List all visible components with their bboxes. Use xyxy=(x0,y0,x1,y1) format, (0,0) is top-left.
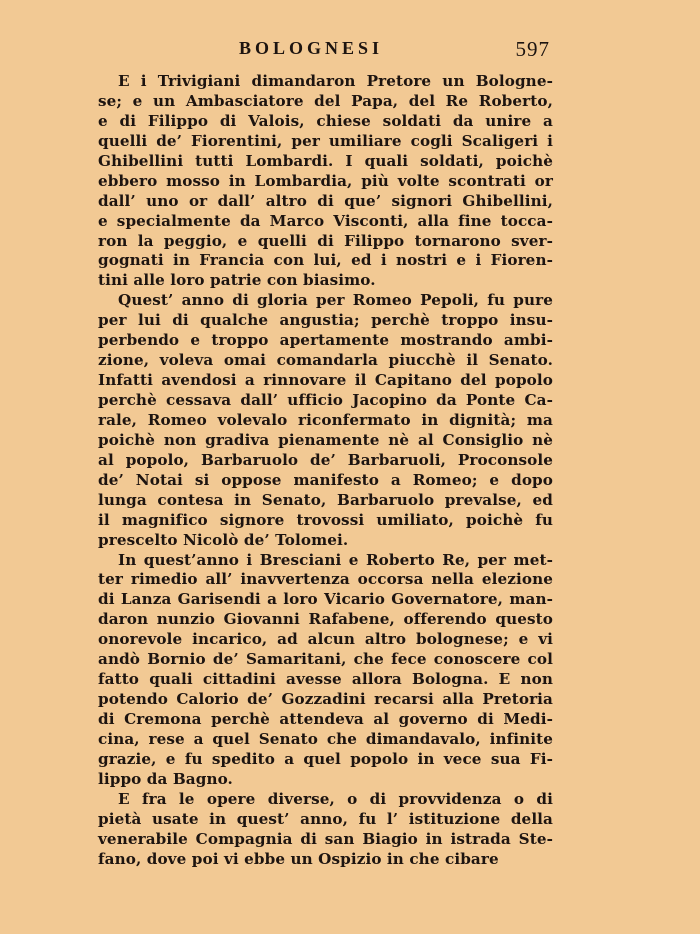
text-line: di Cremona perchè attendeva al governo di Medi- xyxy=(98,710,553,728)
text-line: Ghibellini tutti Lombardi. I quali soldati, poichè xyxy=(98,151,553,170)
text-line: prescelto Nicolò de’ Tolomei. xyxy=(98,530,349,549)
text-line: perbendo e troppo apertamente mostrando ambi- xyxy=(98,331,553,350)
text-line: de’ Notai si oppose manifesto a Romeo; e dopo xyxy=(98,470,553,489)
text-line: E fra le opere diverse, o di provvidenza o di xyxy=(118,789,553,808)
text-line: potendo Calorio de’ Gozzadini recarsi alla Pretoria xyxy=(98,690,553,709)
text-line: E i Trivigiani dimandaron Pretore un Bologne- xyxy=(118,72,553,90)
paragraph xyxy=(98,790,553,870)
body-text xyxy=(98,72,553,870)
text-line: ebbero mosso in Lombardia, più volte scontrati or xyxy=(98,171,553,190)
page-header xyxy=(98,38,554,64)
text-line: Quest’ anno di gloria per Romeo Pepoli, fu pure xyxy=(118,291,553,310)
text-line: fano, dove poi vi ebbe un Ospizio in che cibare xyxy=(98,849,499,868)
text-line: poichè non gradiva pienamente nè al Consiglio nè xyxy=(98,430,553,449)
text-line: e di Filippo di Valois, chiese soldati da unire a xyxy=(98,111,553,130)
text-line: onorevole incarico, ad alcun altro bolognese; e vi xyxy=(98,630,553,649)
text-line: ter rimedio all’ inavvertenza occorsa nella elezione xyxy=(98,570,553,589)
text-line: per lui di qualche angustia; perchè troppo insu- xyxy=(98,311,553,330)
text-line: lunga contesa in Senato, Barbaruolo prevalse, ed xyxy=(98,490,553,509)
text-line: di Lanza Garisendi a loro Vicario Governatore, man- xyxy=(98,590,553,609)
text-line: Infatti avendosi a rinnovare il Capitano del popolo xyxy=(98,371,553,390)
text-line: fatto quali cittadini avesse allora Bologna. E non xyxy=(98,670,553,689)
text-line: al popolo, Barbaruolo de’ Barbaruoli, Proconsole xyxy=(98,450,553,469)
text-line: il magnifico signore trovossi umiliato, poichè fu xyxy=(98,510,553,529)
text-line: daron nunzio Giovanni Rafabene, offerendo questo xyxy=(98,610,553,629)
text-line: quelli de’ Fiorentini, per umiliare cogli Scaligeri i xyxy=(98,131,553,150)
text-line: perchè cessava dall’ ufficio Jacopino da Ponte Ca- xyxy=(98,391,553,409)
paragraph xyxy=(98,291,553,550)
text-line: se; e un Ambasciatore del Papa, del Re Roberto, xyxy=(98,91,553,110)
text-line: tini alle loro patrie con biasimo. xyxy=(98,271,376,290)
text-line: pietà usate in quest’ anno, fu l’ istituzione della xyxy=(98,809,553,828)
text-line: ron la peggio, e quelli di Filippo tornarono sver- xyxy=(98,231,553,250)
text-line: zione, voleva omai comandarla piucchè il Senato. xyxy=(98,351,553,370)
text-line: grazie, e fu spedito a quel popolo in vece sua Fi- xyxy=(98,749,553,768)
running-head: BOLOGNESI xyxy=(239,38,384,58)
page-number: 597 xyxy=(515,37,550,61)
text-line: venerabile Compagnia di san Biagio in istrada Ste- xyxy=(98,829,553,848)
text-line: In quest’anno i Bresciani e Roberto Re, per met- xyxy=(118,550,553,569)
text-line: dall’ uno or dall’ altro di que’ signori Ghibellini, xyxy=(98,191,553,210)
paragraph xyxy=(98,551,553,790)
paragraph xyxy=(98,72,553,291)
text-line: lippo da Bagno. xyxy=(98,769,233,788)
text-line: cina, rese a quel Senato che dimandavalo, infinite xyxy=(98,729,553,748)
text-line: gognati in Francia con lui, ed i nostri e i Fioren- xyxy=(98,251,553,270)
text-line: rale, Romeo volevalo riconfermato in dignità; ma xyxy=(98,410,553,429)
text-line: e specialmente da Marco Visconti, alla fine tocca- xyxy=(98,211,553,230)
text-line: andò Bornio de’ Samaritani, che fece conoscere col xyxy=(98,650,553,669)
